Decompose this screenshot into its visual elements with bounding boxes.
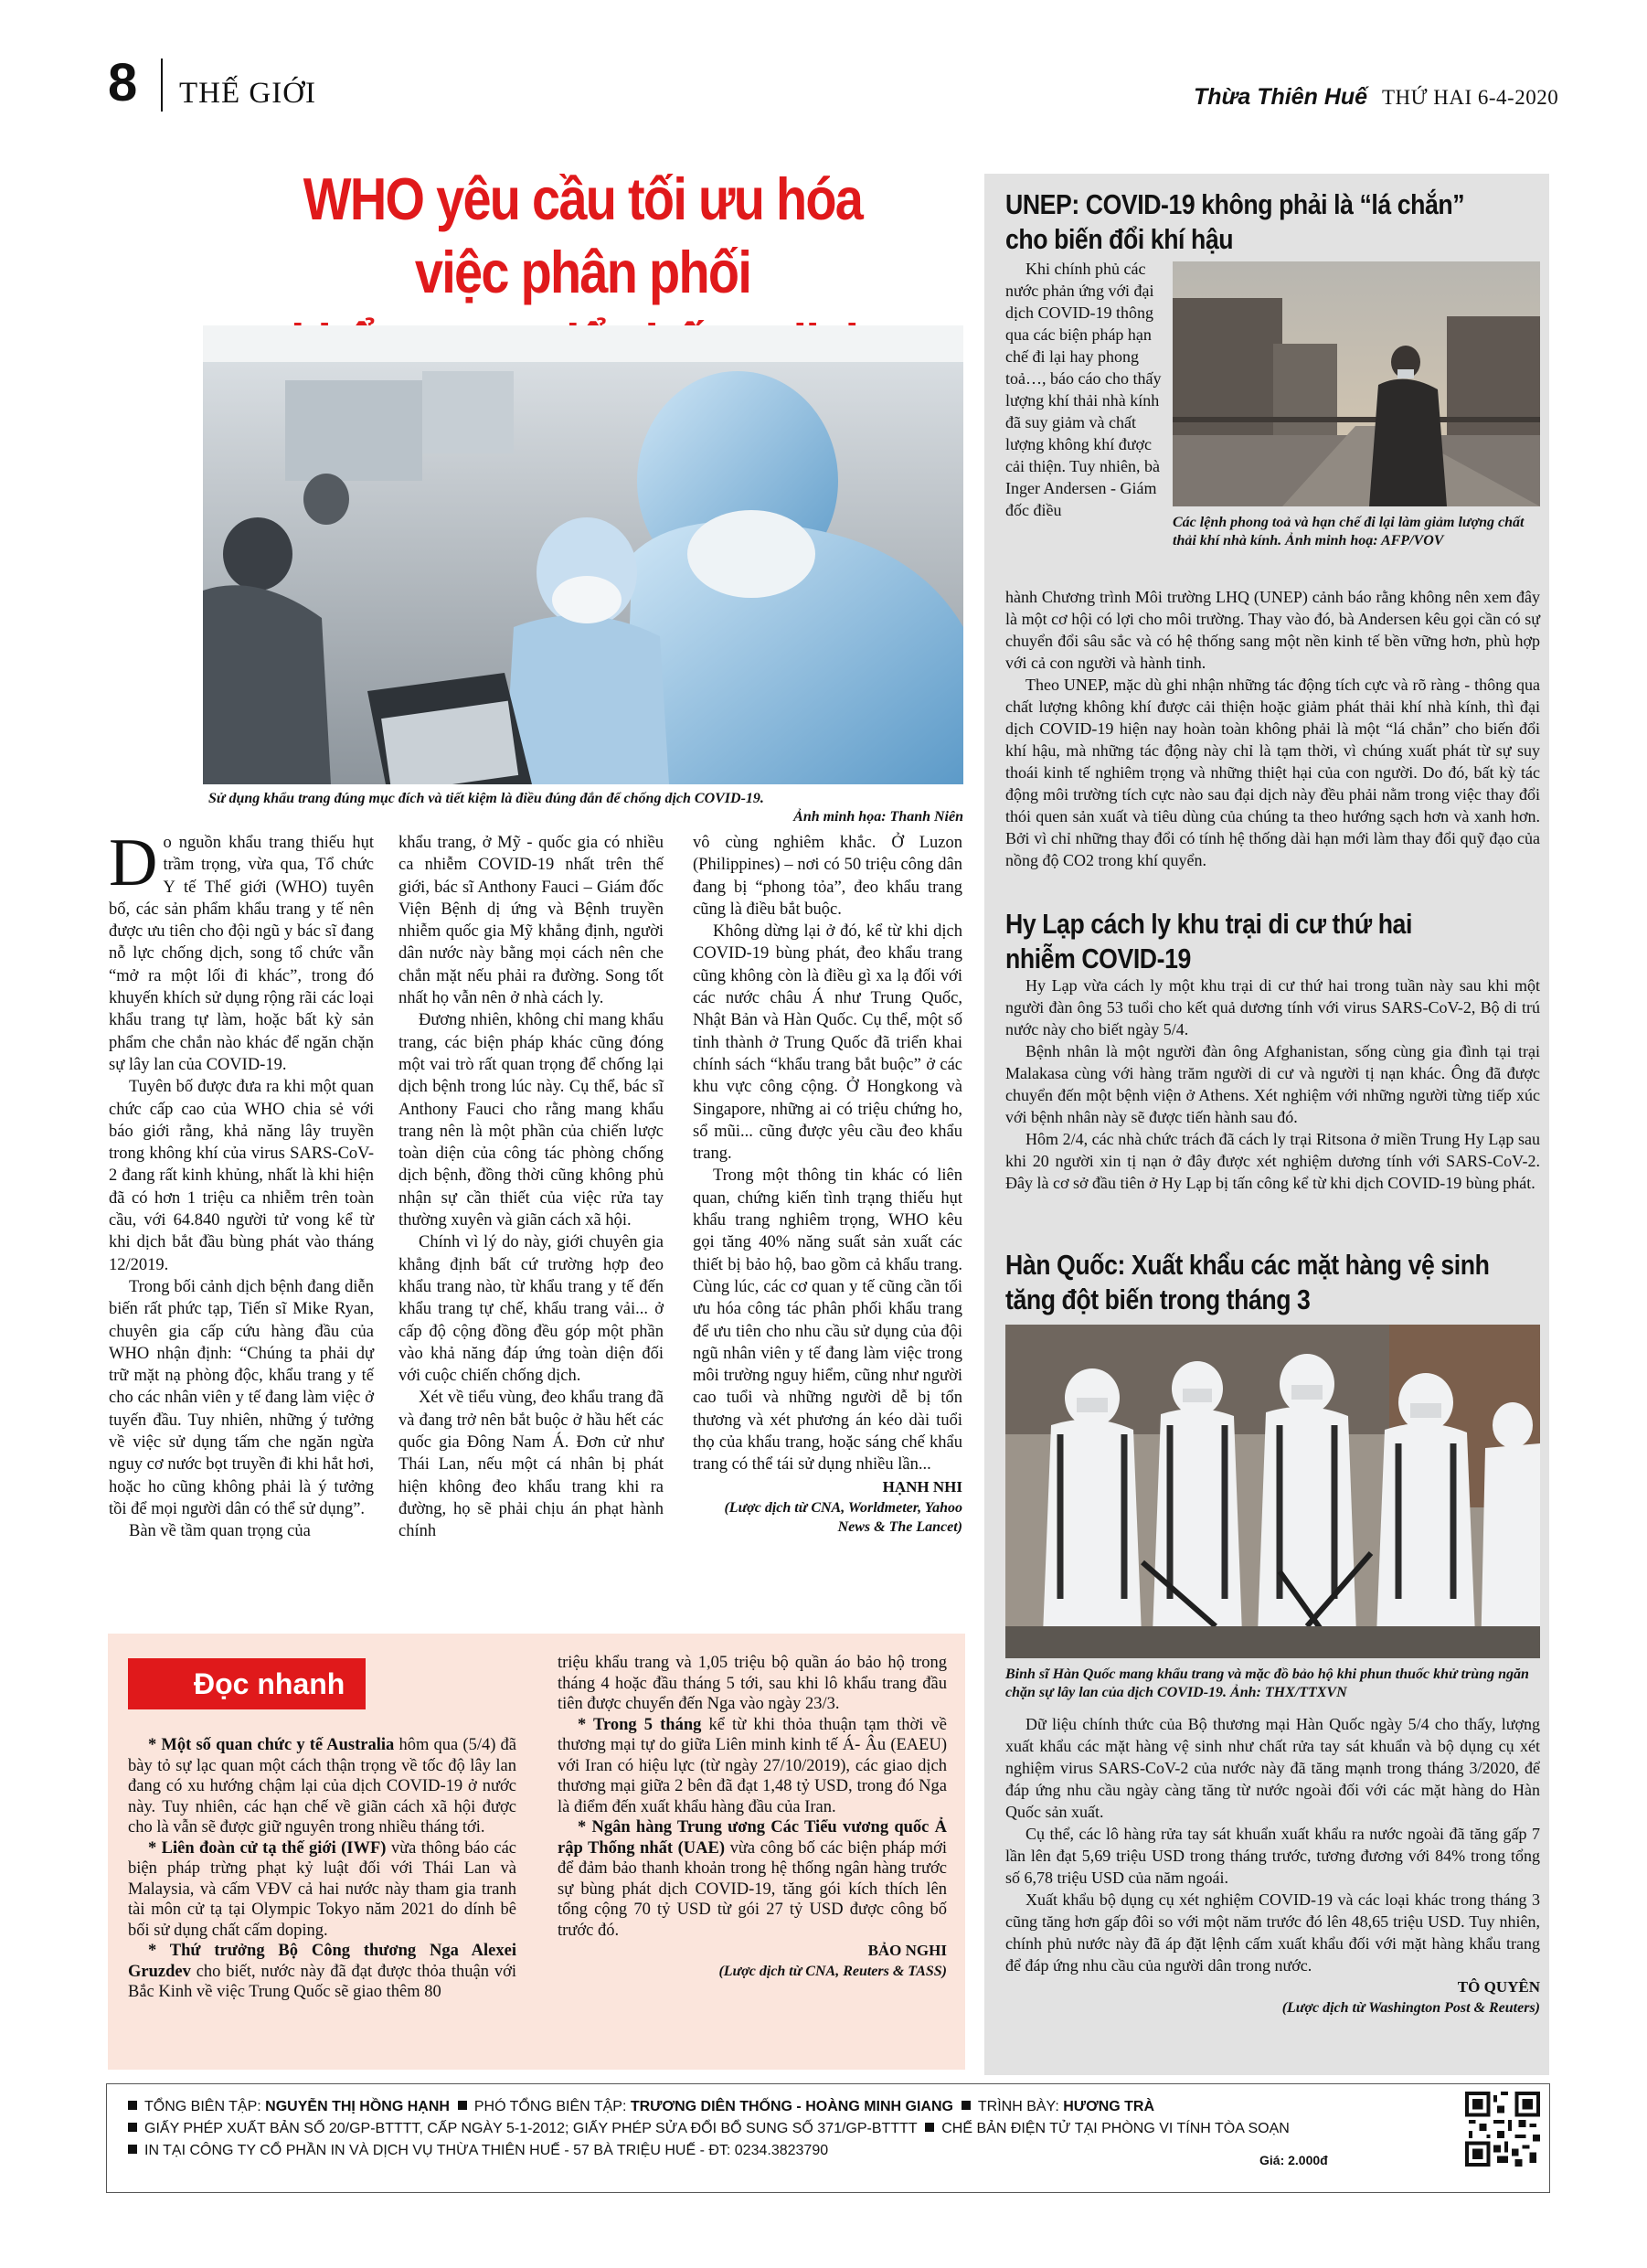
medical-workers-airport-image: [203, 325, 963, 784]
col3-para-3: Trong một thông tin khác có liên quan, chứng kiến tình trạng thiếu hụt khẩu trang nghiêm trọng, WHO kêu gọi tăng 40% năng suất sản xuất các thiết bị bảo hộ, bao gồm cả khẩu trang. Cùng lúc, các cơ quan y tế cũng cần tối ưu hóa công tác phân phối khẩu trang để ưu tiên cho nhu cầu sử dụng của đội ngũ nhân viên y tế đang làm việc trong môi trường nguy hiểm, cũng như người cao tuổi và những người dễ bị tổn thương và xét phương án kéo dài tuổi thọ của khẩu trang, hoặc sáng chế khẩu trang có thể tái sử dụng nhiều lần...: [693, 1166, 962, 1475]
quick-item-australia: * Một số quan chức y tế Australia hôm qua (5/4) đã bày tỏ sự lạc quan một cách thận trọng về tốc độ lây lan đang có xu hướng chậm lại của dịch COVID-19 ở nước này. Tuy nhiên, các hạn chế về giãn cách xã hội được cho là vẫn sẽ được giữ nguyên trong nhiều tháng tới.: [128, 1736, 516, 1837]
col2-para-2: Đương nhiên, không chỉ mang khẩu trang, các biện pháp khác cũng đóng một vai trò rất quan trọng để chống lại dịch bệnh trong lúc này. Cụ thể, bác sĩ Anthony Fauci cho rằng mang khẩu trang nên là một phần của chiến lược toàn diện của công tác phòng chống dịch bệnh, đồng thời cũng không phủ nhận sự cần thiết của việc rửa tay thường xuyên và giãn cách xã hội.: [398, 1011, 664, 1230]
quick-item-eaeu: * Trong 5 tháng kể từ khi thỏa thuận tạm thời về thương mại tự do giữa Liên minh kinh tế Á- Âu (EAEU) với Iran có hiệu lực (từ ngày 27/10/2019), các giao dịch thương mại giữa 2 bên đã đạt 1,48 tỷ USD, trong đó Nga là điểm đến xuất khẩu hàng đầu của Iran.: [558, 1715, 947, 1816]
sidebar-story-3-text: [1005, 1713, 1540, 2018]
quick-item-uae: * Ngân hàng Trung ương Các Tiểu vương quốc Ả rập Thống nhất (UAE) vừa công bố các biện pháp mới để đảm bảo thanh khoản trong hệ thống ngân hàng trước sự bùng phát dịch COVID-19, tăng gói kích thích lên tổng cộng 70 tỷ USD từ gói 27 tỷ USD được công bố trước đó.: [558, 1818, 947, 1940]
sidebar-story-1-narrow-text: [1005, 258, 1163, 521]
col3-para-1: vô cùng nghiêm khắc. Ở Luzon (Philippines) – nơi có 50 triệu công dân đang bị “phong tỏa”, đeo khẩu trang cũng là điều bắt buộc.: [693, 834, 962, 919]
s2-para-2: Bệnh nhân là một người đàn ông Afghanistan, sống cùng gia đình tại trại Malakasa cùng với hàng trăm người di cư và người tị nạn khác. Ông đã được chuyển đến một bệnh viện ở Athens. Xét nghiệm với những người từng tiếp xúc với bệnh nhân này sẽ được tiến hành sau đó.: [1005, 1042, 1540, 1126]
quick-read-column-1: [128, 1735, 516, 2003]
s1-para-2: Theo UNEP, mặc dù ghi nhận những tác động tích cực và rõ ràng - thông qua chất lượng không khí được cải thiện hoặc giảm phát thải khí nhà kính, thì đại dịch COVID-19 hiện nay hoàn toàn không phải là một “lá chắn” cho biến đổi khí hậu, mà những tác động này chỉ là tạm thời, vì chúng xuất phát từ sự suy thoái kinh tế nghiêm trọng và những thiệt hại của con người. Do đó, bất kỳ tác động môi trường tích cực nào sau đại dịch này đều phải nằm trong việc thay đổi thói quen sản xuất và tiêu dùng của chúng ta theo hướng sạch hơn và xanh hơn. Bởi vì chỉ những thay đổi có tính hệ thống dài hạn mới làm thay đổi quỹ đạo của nồng độ CO2 trong khí quyển.: [1005, 676, 1540, 869]
s2-para-1: Hy Lạp vừa cách ly một khu trại di cư thứ hai trong tuần này sau khi một người đàn ông 53 tuổi cho kết quả dương tính với virus SARS-CoV-2, Bộ di trú nước này cho biết ngày 5/4.: [1005, 976, 1540, 1038]
page-number: 8: [108, 53, 138, 112]
drop-cap: D: [109, 825, 158, 900]
col2-para-4: Xét về tiểu vùng, đeo khẩu trang đã và đang trở nên bắt buộc ở hầu hết các quốc gia Đông Nam Á. Đơn cử như Thái Lan, nếu một cá nhân bị phát hiện không đeo khẩu trang khi ra đường, họ sẽ phải chịu án phạt hành chính: [398, 1389, 664, 1541]
col2-para-1: khẩu trang, ở Mỹ - quốc gia có nhiều ca nhiễm COVID-19 nhất trên thế giới, bác sĩ Anthony Fauci – Giám đốc Viện Bệnh dị ứng và Bệnh truyền nhiễm quốc gia Mỹ khẳng định, người dân nước này bằng mọi cách nên che chắn mặt nếu phải ra đường. Song tốt nhất họ vẫn nên ở nhà cách ly.: [398, 834, 664, 1008]
col3-para-2: Không dừng lại ở đó, kể từ khi dịch COVID-19 bùng phát, đeo khẩu trang cũng không còn là điều gì xa lạ đối với các nước châu Á như Trung Quốc, Nhật Bản và Hàn Quốc. Cụ thể, một số tỉnh thành ở Trung Quốc đã triển khai chính sách “khẩu trang bắt buộc” ở các khu vực công cộng. Ở Hongkong và Singapore, những ai có triệu chứng ho, sổ mũi... cũng được yêu cầu đeo khẩu trang.: [693, 922, 962, 1164]
article-author: HẠNH NHI: [882, 1477, 962, 1496]
s1-para-1-end: hành Chương trình Môi trường LHQ (UNEP) cảnh báo rằng không nên xem đây là một cơ hội có lợi cho môi trường. Thay vào đó, bà Andersen kêu gọi cần có sự chuyển đổi sâu sắc và có hệ thống sang một nền kinh tế bền vững hơn, phù hợp với cả con người và hành tinh.: [1005, 588, 1540, 672]
s3-para-2: Cụ thể, các lô hàng rửa tay sát khuẩn xuất khẩu ra nước ngoài đã tăng gấp 7 lần lên đạt 5,69 triệu USD trong tháng trước, tương đương với 84% trong tổng số 6,78 triệu USD của năm ngoái.: [1005, 1825, 1540, 1887]
main-photo: [203, 325, 963, 784]
col1-para-1: o nguồn khẩu trang thiếu hụt trầm trọng, vừa qua, Tổ chức Y tế Thế giới (WHO) tuyên bố, các sản phẩm khẩu trang y tế nên được ưu tiên cho đội ngũ y bác sĩ đang nỗ lực chống dịch, song tổ chức vẫn “mở ra một lối đi khác”, trong đó khuyến khích sử dụng rộng rãi các loại khẩu trang tự làm, hoặc bất kỳ sản phẩm che chắn nào khác để ngăn chặn sự lây lan của COVID-19.: [109, 834, 374, 1074]
quick-read-source: (Lược dịch từ CNA, Reuters & TASS): [718, 1963, 947, 1979]
footer-line-3: IN TẠI CÔNG TY CỔ PHẦN IN VÀ DỊCH VỤ THỪA THIÊN HUẾ - 57 BÀ TRIỆU HUẾ - ĐT: 0234.3823790: [128, 2141, 828, 2161]
sidebar-story-3-title: Hàn Quốc: Xuất khẩu các mặt hàng vệ sinh tăng đột biến trong tháng 3: [1005, 1249, 1490, 1315]
main-photo-credit: Ảnh minh họa: Thanh Niên: [793, 809, 963, 825]
quick-item-russia: * Thứ trưởng Bộ Công thương Nga Alexei Gruzdev cho biết, nước này đã đạt được thỏa thuận với Bắc Kinh về việc Trung Quốc sẽ giao thêm 80: [128, 1942, 516, 2001]
qr-code-icon: [1465, 2092, 1540, 2167]
quick-item-russia-cont: triệu khẩu trang và 1,05 triệu bộ quần áo bảo hộ trong tháng 4 hoặc đầu tháng 5 tới, sau khi lô khẩu trang đầu tiên được chuyển đến Nga vào ngày 23/3.: [558, 1654, 947, 1713]
s3-para-3: Xuất khẩu bộ dụng cụ xét nghiệm COVID-19 và các loại khác trong tháng 3 cũng tăng hơn gấp đôi so với một năm trước đó lên 48,65 triệu USD. Tuy nhiên, chính phủ nước này đã áp đặt lệnh cấm xuất khẩu đối với mặt hàng khẩu trang để đáp ứng nhu cầu của người dân trong nước.: [1005, 1890, 1540, 1975]
s3-para-1: Dữ liệu chính thức của Bộ thương mại Hàn Quốc ngày 5/4 cho thấy, lượng xuất khẩu các mặt hàng vệ sinh như chất rửa tay sát khuẩn và bộ dụng cụ xét nghiệm virus SARS-CoV-2 của nước này đã tăng mạnh trong tháng 3/2020, để đáp ứng nhu cầu ngày càng tăng từ nước ngoài đối với các mặt hàng do Hàn Quốc sản xuất.: [1005, 1715, 1540, 1821]
col1-para-4: Bàn về tầm quan trọng của: [129, 1522, 311, 1541]
article-column-1: [109, 825, 374, 1543]
header-divider: [161, 59, 163, 112]
quick-read-author: BẢO NGHI: [867, 1942, 947, 1959]
newspaper-name: Thừa Thiên Huế: [1194, 84, 1368, 110]
sidebar-story-1-title: UNEP: COVID-19 không phải là “lá chắn” cho biến đổi khí hậu: [1005, 188, 1465, 255]
issue-date: THỨ HAI 6-4-2020: [1382, 86, 1559, 109]
quick-read-column-2: [558, 1653, 947, 1981]
article-source: (Lược dịch từ CNA, Worldmeter, Yahoo News & The Lancet): [724, 1499, 962, 1535]
headline-line-1: WHO yêu cầu tối ưu hóa việc phân phối: [303, 165, 863, 305]
footer-line-2: GIẤY PHÉP XUẤT BẢN SỐ 20/GP-BTTTT, CẤP NGÀY 5-1-2012; GIẤY PHÉP SỬA ĐỔI BỔ SUNG SỐ 371/GP-BTTTT CHẾ BẢN ĐIỆN TỬ TẠI PHÒNG VI TÍNH TÒA SOẠN: [128, 2119, 1290, 2139]
col2-para-3: Chính vì lý do này, giới chuyên gia khẳng định bất cứ trường hợp đeo khẩu trang nào, từ khẩu trang y tế đến khẩu trang tự chế, khẩu trang vải... ở cấp độ cộng đồng đều góp một phần vào khả năng đáp ứng toàn diện đối với cuộc chiến chống dịch.: [398, 1233, 664, 1386]
sidebar-photo-1: [1173, 261, 1540, 506]
footer-line-1: TỔNG BIÊN TẬP: NGUYỄN THỊ HỒNG HẠNH PHÓ TỔNG BIÊN TẬP: TRƯƠNG DIÊN THỐNG - HOÀNG MINH GIANG TRÌNH BÀY: HƯƠNG TRÀ: [128, 2097, 1154, 2117]
article-column-3: [693, 832, 962, 1537]
section-title: THẾ GIỚI: [179, 77, 317, 110]
sidebar-photo-1-caption: Các lệnh phong toả và hạn chế đi lại làm giảm lượng chất thải khí nhà kính. Ảnh minh hoạ: AFP/VOV: [1173, 515, 1525, 548]
empty-street-image: [1173, 261, 1540, 506]
sidebar-story-2-text: [1005, 974, 1540, 1194]
sidebar-story-2-title: Hy Lạp cách ly khu trại di cư thứ hai nhiễm COVID-19: [1005, 908, 1412, 974]
col1-para-2: Tuyên bố được đưa ra khi một quan chức cấp cao của WHO chia sẻ với báo giới rằng, khả năng lây truyền trong không khí của virus SARS-CoV-2 đang rất kinh khủng, nhất là khi hiện đã có hơn 1 triệu ca nhiễm trên toàn cầu, với 64.840 người tử vong kể từ khi dịch bắt đầu bùng phát vào tháng 12/2019.: [109, 1078, 374, 1274]
quick-read-title: Đọc nhanh: [128, 1658, 366, 1709]
sidebar-photo-3-caption: Binh sĩ Hàn Quốc mang khẩu trang và mặc đồ bảo hộ khi phun thuốc khử trùng ngăn chặn sự lây lan của dịch COVID-19. Ảnh: THX/TTXVN: [1005, 1666, 1529, 1700]
article-column-2: [398, 832, 664, 1543]
price: Giá: 2.000đ: [1259, 2153, 1328, 2167]
s2-para-3: Hôm 2/4, các nhà chức trách đã cách ly trại Ritsona ở miền Trung Hy Lạp sau khi 20 người xin tị nạn ở đây được xét nghiệm dương tính với SARS-CoV-2. Đây là cơ sở đầu tiên ở Hy Lạp bị tấn công kể từ khi dịch COVID-19 bùng phát.: [1005, 1130, 1540, 1192]
quick-item-iwf: * Liên đoàn cử tạ thế giới (IWF) vừa thông báo các biện pháp trừng phạt kỷ luật đối với Thái Lan và Malaysia, và cấm VĐV cả hai nước này tham gia tranh tài môn cử tạ tại Olympic Tokyo năm 2021 do dính bê bối sử dụng chất cấm doping.: [128, 1838, 516, 1940]
col1-para-3: Trong bối cảnh dịch bệnh đang diễn biến rất phức tạp, Tiến sĩ Mike Ryan, chuyên gia cấp cứu hàng đầu của WHO nhận định: “Chúng ta phải dự trữ mặt nạ phòng độc, khẩu trang y tế cho các nhân viên y tế đang làm việc ở tuyến đầu. Tuy nhiên, những ý tưởng về việc sử dụng tấm che ngăn ngừa nguy cơ nước bọt truyền đi khi hắt hơi, hoặc ho cũng không phải là ý tưởng tồi để mọi người dân có thể sử dụng”.: [109, 1277, 374, 1518]
s1-para-1-start: Khi chính phủ các nước phản ứng với đại dịch COVID-19 thông qua các biện pháp hạn chế đi lại hay phong toả…, báo cáo cho thấy lượng khí thải nhà kính đã suy giảm và chất lượng không khí được cải thiện. Tuy nhiên, bà Inger Andersen - Giám đốc điều: [1005, 260, 1162, 519]
sidebar-photo-3: [1005, 1325, 1540, 1658]
sidebar-story-1-wide-text: [1005, 586, 1540, 871]
sidebar-story-3-author: TÔ QUYÊN: [1457, 1978, 1540, 1996]
sidebar-story-3-source: (Lược dịch từ Washington Post & Reuters): [1281, 2000, 1540, 2016]
soldiers-disinfecting-image: [1005, 1325, 1540, 1658]
main-photo-caption: Sử dụng khẩu trang đúng mục đích và tiết kiệm là điều đúng đắn để chống dịch COVID-19.: [208, 791, 764, 806]
